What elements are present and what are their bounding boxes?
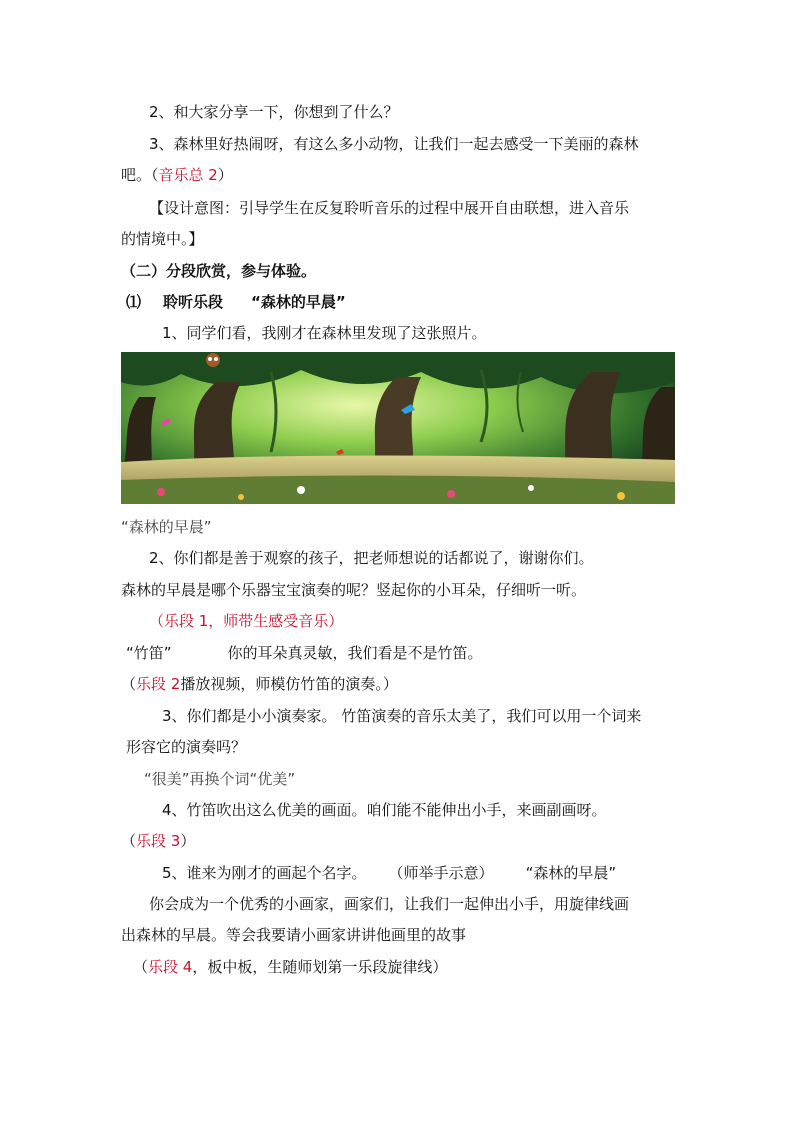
para-found-photo: 1、同学们看，我刚才在森林里发现了这张照片。	[162, 324, 487, 342]
subsection-heading	[126, 292, 346, 312]
para-performers: 3、你们都是小小演奏家。 竹笛演奏的音乐太美了，我们可以用一个词来	[162, 707, 642, 725]
text-segment: 播放视频，师模仿竹笛的演奏。）	[180, 675, 398, 693]
para-performers-cont: 形容它的演奏吗？	[126, 738, 247, 756]
text-segment: （	[121, 675, 137, 693]
music-cue-label: 乐段 4	[148, 958, 193, 976]
text-segment: ，板中板，生随师划第一乐段旋律线）	[192, 958, 448, 976]
text-segment: ）	[180, 832, 196, 850]
para-little-painter-cont: 出森林的早晨。等会我要请小画家讲讲他画里的故事	[121, 926, 467, 944]
para-good-observers: 2、你们都是善于观察的孩子，把老师想说的话都说了，谢谢你们。	[149, 549, 594, 567]
subsection-piece: “森林的早晨”	[251, 293, 346, 311]
music-cue-1: （乐段 1，师带生感受音乐）	[149, 612, 344, 630]
text-segment: （	[133, 958, 149, 976]
para-share-thoughts: 2、和大家分享一下，你想到了什么？	[149, 103, 399, 121]
text-segment: 5、谁来为刚才的画起个名字。	[162, 864, 367, 882]
subsection-number: ⑴	[126, 293, 142, 311]
text-segment: 吧。（	[121, 166, 159, 184]
design-intent: 【设计意图：引导学生在反复聆听音乐的过程中展开自由联想，进入音乐	[149, 199, 630, 217]
music-cue-3	[121, 831, 195, 851]
design-intent-cont: 的情境中。】	[121, 230, 204, 248]
music-cue-label: 乐段 2	[136, 675, 181, 693]
image-caption: “森林的早晨”	[121, 518, 212, 536]
music-cue-label: 音乐总 2	[158, 166, 218, 184]
para-draw-picture: 4、竹笛吹出这么优美的画面。咱们能不能伸出小手，来画副画呀。	[162, 801, 607, 819]
music-cue-2	[121, 674, 398, 694]
quoted-answer: “竹笛”	[126, 644, 172, 662]
section-heading: （二）分段欣赏，参与体验。	[121, 262, 317, 280]
subsection-title: 聆听乐段	[163, 293, 224, 311]
text-segment: （师举手示意）	[388, 864, 494, 882]
para-forest-lively-cont	[121, 165, 233, 185]
para-bamboo-flute	[126, 643, 483, 663]
para-forest-lively: 3、森林里好热闹呀，有这么多小动物，让我们一起去感受一下美丽的森林	[149, 135, 639, 153]
text-segment: 你的耳朵真灵敏，我们看是不是竹笛。	[227, 644, 483, 662]
music-cue-4	[133, 957, 447, 977]
text-segment: ）	[217, 166, 233, 184]
para-which-instrument: 森林的早晨是哪个乐器宝宝演奏的呢？竖起你的小耳朵，仔细听一听。	[121, 581, 587, 599]
para-little-painter: 你会成为一个优秀的小画家，画家们，让我们一起伸出小手，用旋律线画	[149, 895, 630, 913]
music-cue-label: 乐段 3	[136, 832, 181, 850]
para-beautiful: “很美”再换个词“优美”	[144, 770, 296, 788]
text-segment: （	[121, 832, 137, 850]
para-name-picture	[162, 863, 616, 883]
quoted-answer: “森林的早晨”	[525, 864, 617, 882]
forest-morning-image	[121, 352, 675, 504]
